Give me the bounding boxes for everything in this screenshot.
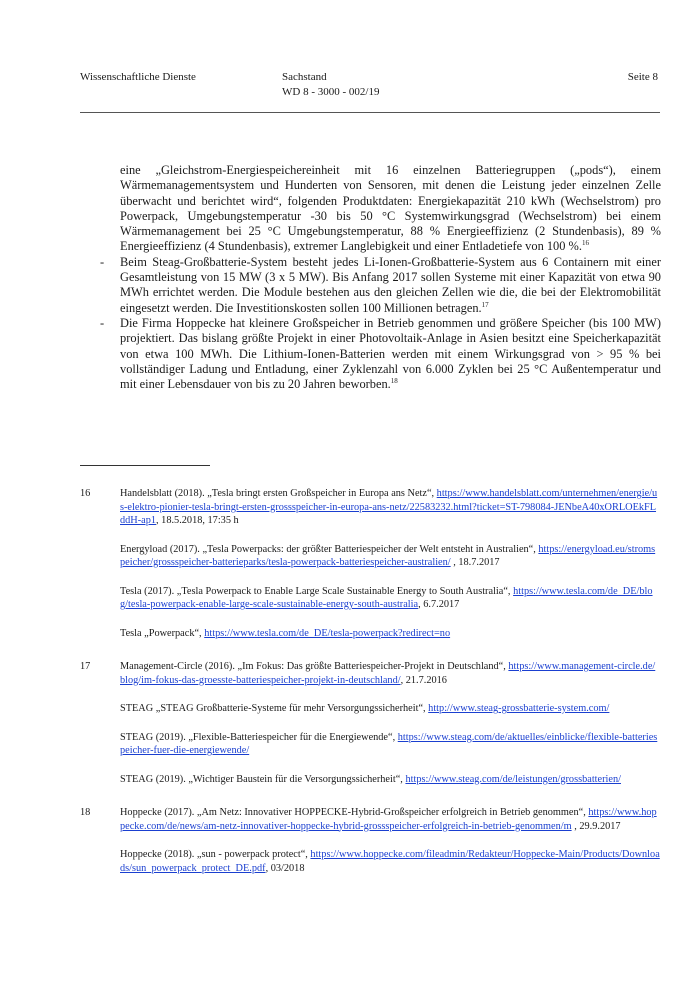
footnote-entry <box>120 806 660 833</box>
footnote-entry <box>120 848 660 875</box>
bullet-dash: - <box>100 254 105 269</box>
intro-paragraph <box>120 163 661 255</box>
footnote-entry <box>120 702 660 716</box>
footnote-entry <box>120 773 660 787</box>
bullet-text: Die Firma Hoppecke hat kleinere Großspeicher in Betrieb genommen und größere Speicher (bis 100 MW) projektiert. Das bislang größte Projekt in einer Photovoltaik-Anlage in Asien besitzt eine Speicherkapazität von etwa 100 MWh. Die Lithium-Ionen-Batterien werden mit einem Wirkungsgrad von > 95 % bei vollständiger Ladung und Entladung, einer Zyklenzahl von 6.000 Zyklen bei 25 °C Außentemperatur und mit einer Lebensdauer von bis zu 20 Jahren beworben. <box>120 315 661 392</box>
citation-text: Energyload (2017). „Tesla Powerpacks: der größter Batteriespeicher der Welt entsteht in Australien“, <box>120 543 536 555</box>
footnote-entry <box>120 543 660 570</box>
footnote-separator <box>80 465 210 466</box>
footnote-number: 18 <box>80 807 91 818</box>
citation-text: STEAG (2019). „Flexible-Batteriespeicher für die Energiewende“, <box>120 731 396 743</box>
citation-link[interactable]: http://www.steag-grossbatterie-system.com/ <box>428 703 610 714</box>
footnote-16 <box>80 487 660 640</box>
citation-link[interactable]: https://www.steag.com/de/aktuelles/einblicke/flexible-batteriespeicher-fuer-die-energiewende/ <box>120 731 658 756</box>
citation-text: STEAG „STEAG Großbatterie-Systeme für mehr Versorgungssicherheit“, <box>120 703 426 714</box>
citation-link[interactable]: https://energyload.eu/stromspeicher/grossspeicher-batterieparks/tesla-powerpack-batteriespeicher-australien/ <box>120 543 656 568</box>
citation-text: Tesla „Powerpack“, <box>120 627 202 639</box>
citation-link[interactable]: https://www.tesla.com/de_DE/tesla-powerpack?redirect=no <box>204 627 451 639</box>
footnote-18 <box>80 806 660 875</box>
citation-date: , 21.7.2016 <box>400 674 447 686</box>
footnote-entry <box>120 660 660 687</box>
main-text <box>100 163 661 392</box>
citation-text: STEAG (2019). „Wichtiger Baustein für die Versorgungssicherheit“, <box>120 773 403 785</box>
organization-name: Wissenschaftliche Dienste <box>80 71 196 83</box>
citation-date: , 6.7.2017 <box>418 599 460 610</box>
footnotes-section <box>80 487 660 895</box>
citation-text: Handelsblatt (2018). „Tesla bringt ersten Großspeicher in Europa ans Netz“, <box>120 488 435 499</box>
footnote-entry <box>120 487 660 528</box>
footnote-entry <box>120 731 660 758</box>
citation-link[interactable]: https://www.steag.com/de/leistungen/grossbatterien/ <box>405 773 621 785</box>
bullet-dash: - <box>100 315 105 330</box>
citation-date: , 18.7.2017 <box>450 557 500 568</box>
citation-date: , 29.9.2017 <box>571 820 621 832</box>
citation-link[interactable]: https://www.hoppecke.com/fileadmin/Redakteur/Hoppecke-Main/Products/Downloads/sun_powerpack_protect_DE.pdf <box>120 849 660 874</box>
document-info <box>282 70 379 100</box>
citation-date: , 18.5.2018, 17:35 h <box>156 515 239 526</box>
document-type: Sachstand <box>282 71 327 83</box>
citation-date: , 03/2018 <box>265 862 305 874</box>
document-number: WD 8 - 3000 - 002/19 <box>282 86 380 98</box>
page-header <box>80 70 660 113</box>
footnote-ref[interactable]: 18 <box>390 377 398 386</box>
footnote-number: 16 <box>80 488 91 499</box>
footnote-ref[interactable]: 17 <box>481 300 489 309</box>
bullet-item <box>100 254 661 316</box>
citation-text: Hoppecke (2017). „Am Netz: Innovativer HOPPECKE-Hybrid-Großspeicher erfolgreich in Betrieb genommen“, <box>120 807 586 818</box>
citation-text: Tesla (2017). „Tesla Powerpack to Enable Large Scale Sustainable Energy to South Australia“, <box>120 585 511 597</box>
footnote-17 <box>80 660 660 786</box>
footnote-entry <box>120 627 660 641</box>
citation-link[interactable]: https://www.management-circle.de/blog/im-fokus-das-groesste-batteriespeicher-projekt-in-deutschland/ <box>120 661 656 686</box>
bullet-item <box>100 315 661 392</box>
footnote-entry <box>120 585 660 612</box>
footnote-number: 17 <box>80 661 91 672</box>
bullet-text: Beim Steag-Großbatterie-System besteht jedes Li-Ionen-Großbatterie-System aus 6 Containern mit einer Gesamtleistung von 15 MW (3 x 5 MW). Bis Anfang 2017 sollen Systeme mit einer Kapazität von etwa 90 MWh errichtet werden. Die Module bestehen aus den gleichen Zellen wie die, die bei der Elektromobilität eingesetzt werden. Die Investitionskosten sollen 100 Millionen betragen. <box>120 254 661 315</box>
page-number: Seite 8 <box>627 71 658 83</box>
citation-link[interactable]: https://www.tesla.com/de_DE/blog/tesla-powerpack-enable-large-scale-sustainable-energy-south-australia <box>120 585 653 610</box>
citation-link[interactable]: https://www.handelsblatt.com/unternehmen/energie/us-elektro-pionier-tesla-bringt-ersten-grossspeicher-in-europa-ans-netz/22583232.html?ticket=ST-798084-JENbeA40xORLOEkFLddH-ap1 <box>120 488 658 526</box>
footnote-ref[interactable]: 16 <box>581 239 589 248</box>
citation-text: Management-Circle (2016). „Im Fokus: Das größte Batteriespeicher-Projekt in Deutschland“, <box>120 661 506 672</box>
citation-link[interactable]: https://www.hoppecke.com/de/news/am-netz-innovativer-hoppecke-hybrid-grossspeicher-erfolgreich-in-betrieb-genommen/m <box>120 807 657 832</box>
intro-text: eine „Gleichstrom-Energiespeichereinheit mit 16 einzelnen Batteriegruppen („pods“), einem Wärmemanagementsystem und Hunderten von Sensoren, mit denen die Leistung jeder einzelnen Zelle überwacht und berichtet wird“, folgenden Produktdaten: Energiekapazität 210 kWh (Wechselstrom) pro Powerpack, Umgebungstemperatur -30 bis 50 °C Systemwirkungsgrad (Wechselstrom) bei einem Wärmemanagement bei 25 °C Umgebungstemperatur, 88 % Energieeffizienz (2 Stundenbasis), 89 % Energieeffizienz (4 Stundenbasis), extremer Langlebigkeit und einer Entladetiefe von 100 %. <box>120 163 661 254</box>
citation-text: Hoppecke (2018). „sun - powerpack protect“, <box>120 849 308 860</box>
